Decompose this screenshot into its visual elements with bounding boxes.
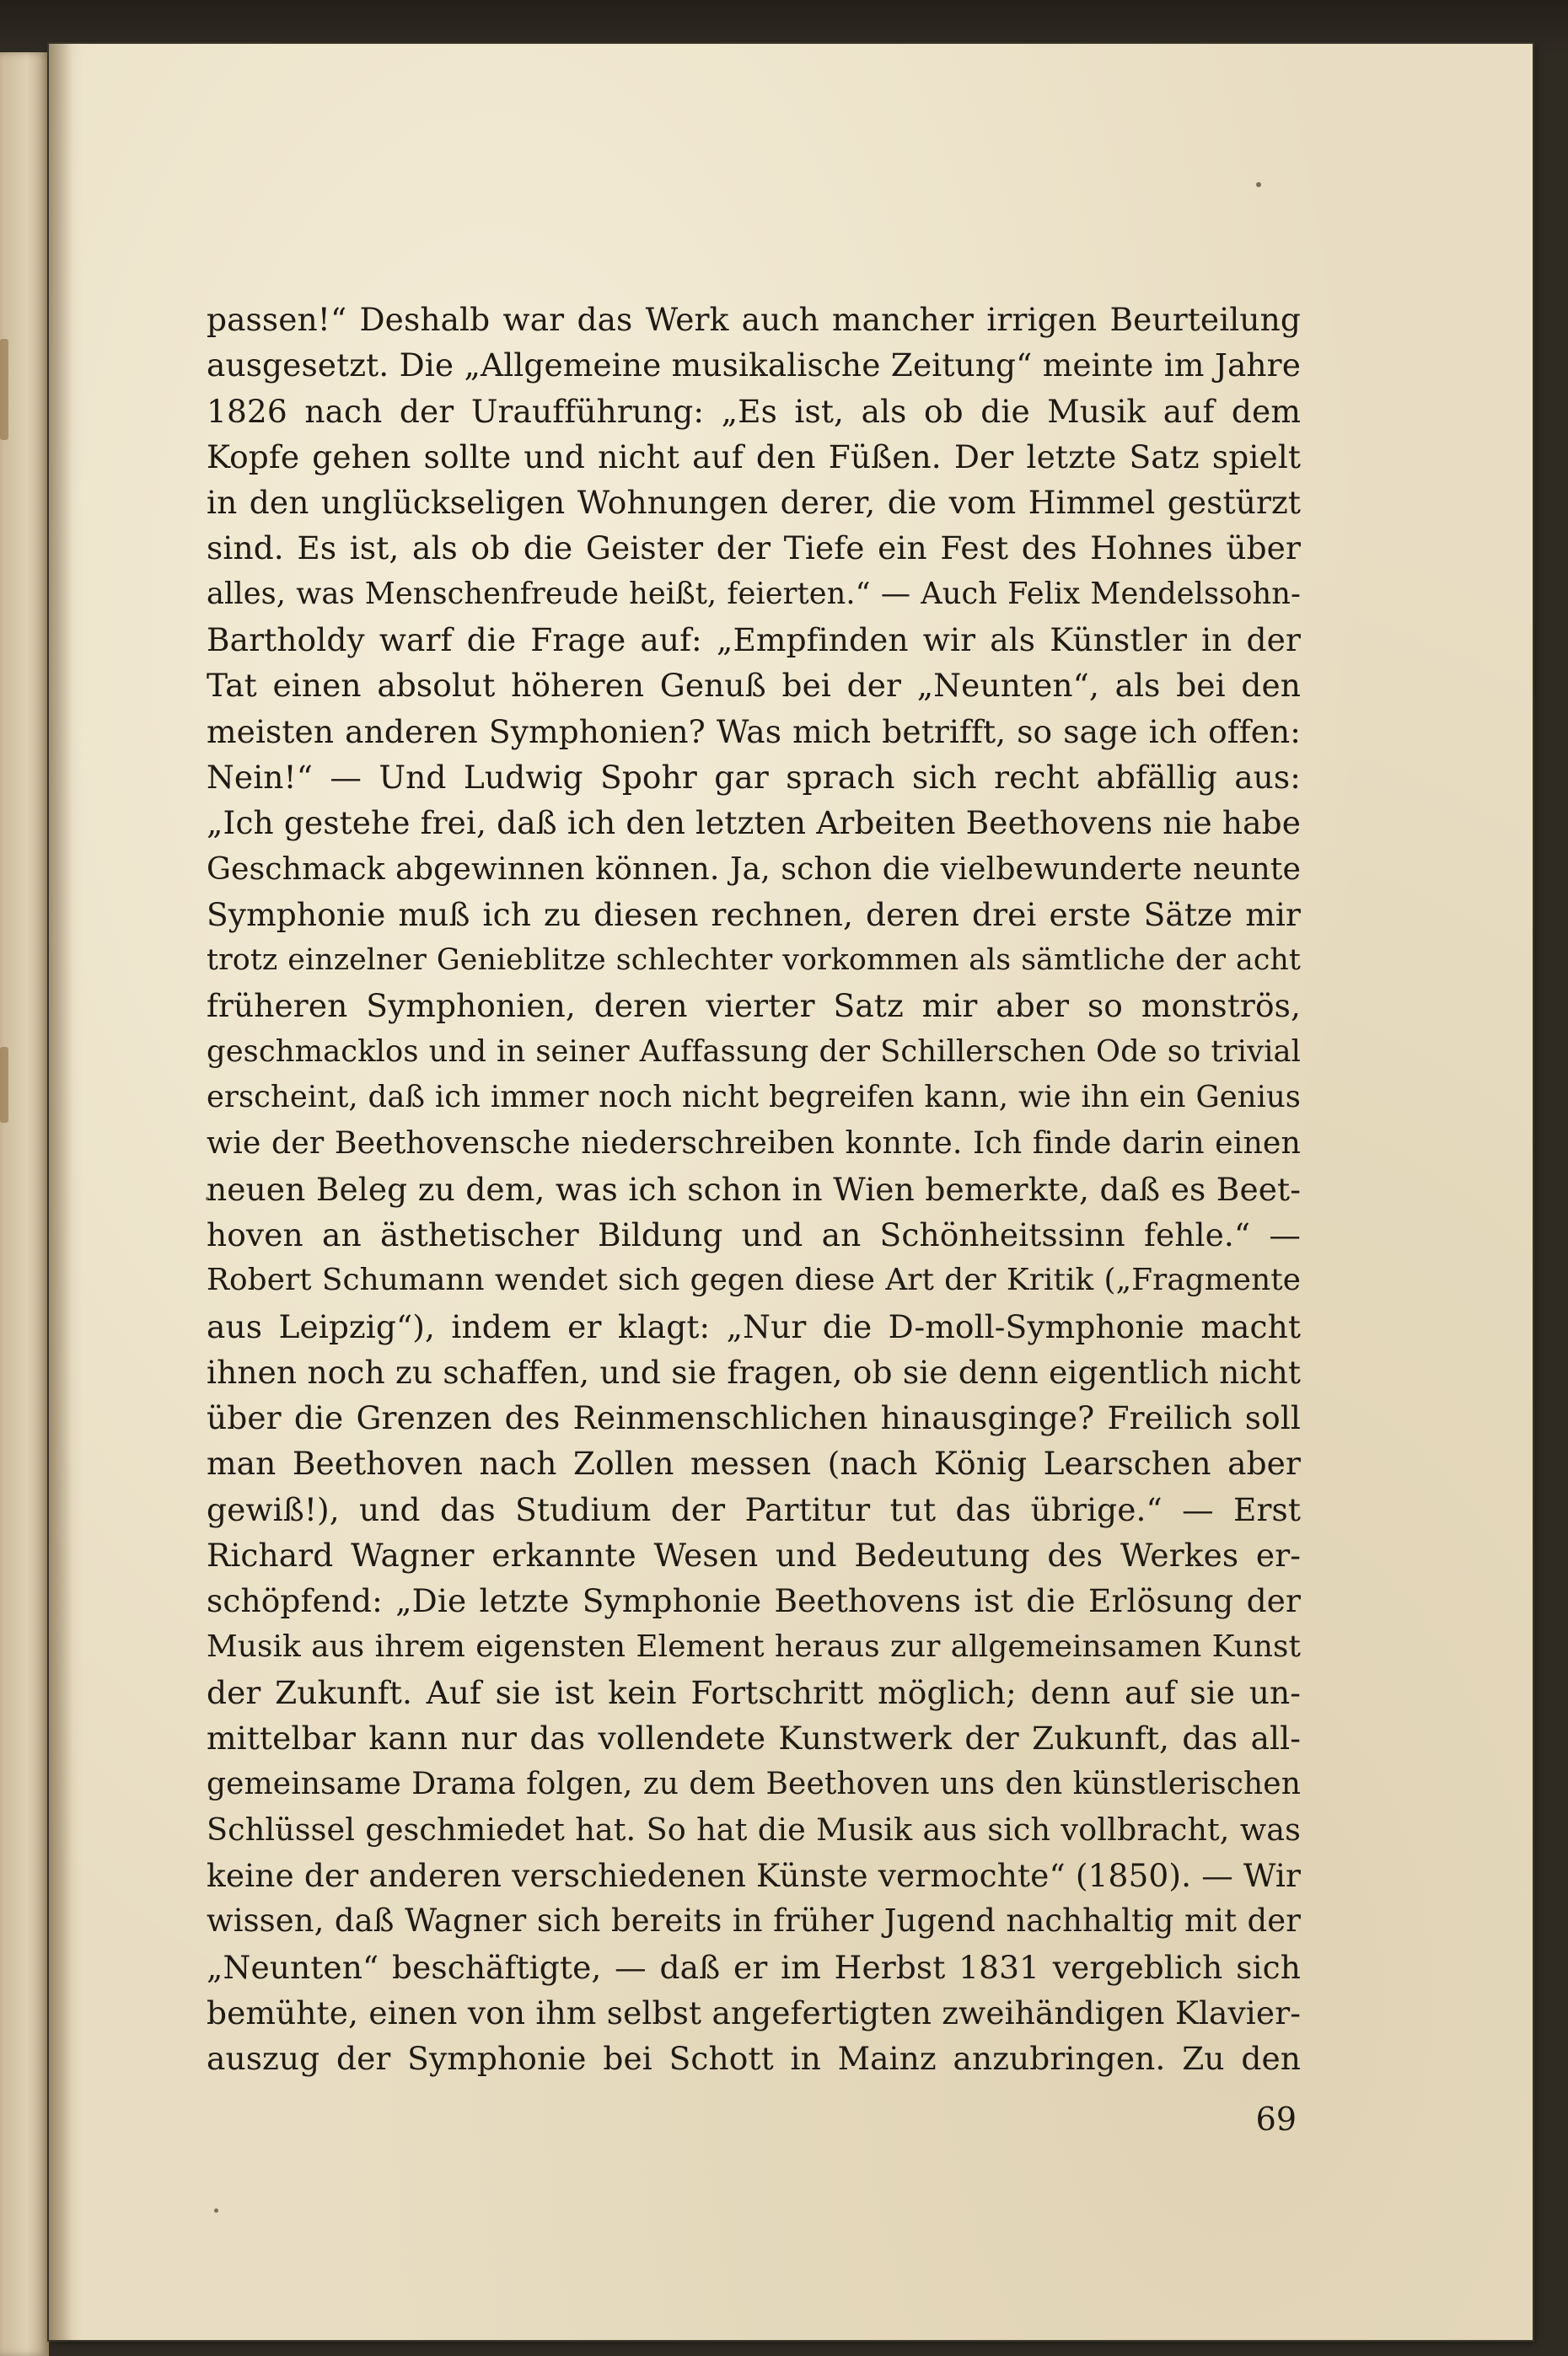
text-line: aus Leipzig“), indem er klagt: „Nur die D-moll-Symphonie macht: [207, 1307, 1301, 1345]
text-line: Symphonie muß ich zu diesen rechnen, deren drei erste Sätze mir: [207, 895, 1301, 933]
text-line: Schlüssel geschmiedet hat. So hat die Musik aus sich vollbracht, was: [207, 1811, 1301, 1848]
text-line: man Beethoven nach Zollen messen (nach König Learschen aber: [207, 1445, 1301, 1483]
page-edge-stain: [0, 339, 8, 440]
text-line: passen!“ Deshalb war das Werk auch mancher irrigen Beurteilung: [207, 301, 1301, 338]
text-line: über die Grenzen des Reinmenschlichen hinausginge? Freilich soll: [207, 1399, 1301, 1437]
text-line: bemühte, einen von ihm selbst angefertigten zweihändigen Klavier-: [207, 1994, 1301, 2031]
text-line: mittelbar kann nur das vollendete Kunstwerk der Zukunft, das all-: [207, 1720, 1301, 1758]
page-edge-stain: [0, 1047, 8, 1123]
text-line: Tat einen absolut höheren Genuß bei der „Neunten“, als bei den: [207, 667, 1301, 705]
text-line: Geschmack abgewinnen können. Ja, schon die vielbewunderte neunte: [207, 850, 1301, 887]
text-line: gemeinsame Drama folgen, zu dem Beethoven uns den künstlerischen: [207, 1766, 1301, 1801]
text-line: Robert Schumann wendet sich gegen diese Art der Kritik („Fragmente: [207, 1263, 1301, 1298]
text-line: keine der anderen verschiedenen Künste vermochte“ (1850). — Wir: [207, 1857, 1301, 1895]
text-line: in den unglückseligen Wohnungen derer, die vom Himmel gestürzt: [207, 484, 1301, 522]
text-line: der Zukunft. Auf sie ist kein Fortschritt möglich; denn auf sie un-: [207, 1673, 1301, 1711]
facing-page-edge: [0, 52, 49, 2356]
text-line: Musik aus ihrem eigensten Element heraus zur allgemeinsamen Kunst: [207, 1629, 1301, 1664]
text-line: Bartholdy warf die Frage auf: „Empfinden wir als Künstler in der: [207, 621, 1301, 659]
text-line: ihnen noch zu schaffen, und sie fragen, ob sie denn eigentlich nicht: [207, 1353, 1301, 1391]
text-line: ausgesetzt. Die „Allgemeine musikalische Zeitung“ meinte im Jahre: [207, 346, 1301, 384]
text-line: Richard Wagner erkannte Wesen und Bedeutung des Werkes er-: [207, 1537, 1301, 1575]
page-number: 69: [1255, 2101, 1297, 2138]
text-line: wie der Beethovensche niederschreiben konnte. Ich finde darin einen: [207, 1124, 1301, 1162]
text-line: auszug der Symphonie bei Schott in Mainz anzubringen. Zu den: [207, 2040, 1301, 2078]
text-line: neuen Beleg zu dem, was ich schon in Wien bemerkte, daß es Beet-: [207, 1170, 1301, 1208]
gutter-shadow: [49, 44, 72, 2340]
text-line: alles, was Menschenfreude heißt, feierten.“ — Auch Felix Mendelssohn-: [207, 576, 1301, 611]
text-line: „Ich gestehe frei, daß ich den letzten Arbeiten Beethovens nie habe: [207, 804, 1301, 842]
text-line: früheren Symphonien, deren vierter Satz mir aber so monströs,: [207, 987, 1301, 1025]
text-line: hoven an ästhetischer Bildung und an Schönheitssinn fehle.“ —: [207, 1216, 1301, 1253]
text-line: erscheint, daß ich immer noch nicht begreifen kann, wie ihn ein Genius: [207, 1080, 1301, 1115]
text-line: geschmacklos und in seiner Auffassung der Schillerschen Ode so trivial: [207, 1033, 1301, 1069]
text-line: schöpfend: „Die letzte Symphonie Beethovens ist die Erlösung der: [207, 1582, 1301, 1620]
text-line: wissen, daß Wagner sich bereits in früher Jugend nachhaltig mit der: [207, 1903, 1301, 1940]
text-line: „Neunten“ beschäftigte, — daß er im Herbst 1831 vergeblich sich: [207, 1948, 1301, 1986]
text-line: gewiß!), und das Studium der Partitur tut das übrige.“ — Erst: [207, 1490, 1301, 1528]
text-line: meisten anderen Symphonien? Was mich betrifft, so sage ich offen:: [207, 712, 1301, 750]
text-line: sind. Es ist, als ob die Geister der Tiefe ein Fest des Hohnes über: [207, 529, 1301, 567]
paper-speck: [1256, 182, 1261, 187]
paper-speck: [214, 2208, 218, 2213]
text-line: Kopfe gehen sollte und nicht auf den Füßen. Der letzte Satz spielt: [207, 437, 1301, 475]
text-line: trotz einzelner Genieblitze schlechter vorkommen als sämtliche der acht: [207, 943, 1301, 978]
text-line: 1826 nach der Uraufführung: „Es ist, als ob die Musik auf dem: [207, 392, 1301, 430]
text-line: Nein!“ — Und Ludwig Spohr gar sprach sich recht abfällig aus:: [207, 758, 1301, 796]
body-text: [207, 297, 1301, 2082]
